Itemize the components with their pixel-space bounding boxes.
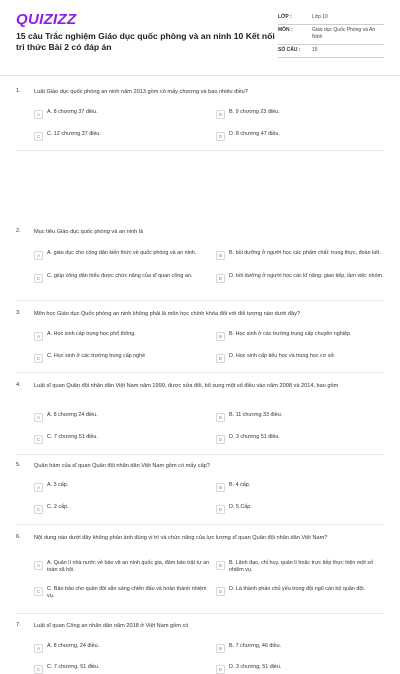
option-text: C. 12 chương 37 điều. xyxy=(47,131,101,137)
option-letter: C xyxy=(34,587,43,596)
option-text: A. Quản lí nhà nước về bảo vệ an ninh quốc gia, đảm bảo trật tự an toàn xã hội. xyxy=(47,560,210,573)
option-letter: C xyxy=(34,665,43,674)
option-text: A. giáo dục cho công dân kiến thức về quốc phòng và an ninh. xyxy=(47,250,197,256)
option-letter: B xyxy=(216,561,225,570)
question-number: 6. xyxy=(16,534,21,540)
meta-label: MÔN : xyxy=(278,27,293,33)
option-letter: A xyxy=(34,644,43,653)
question-number: 5. xyxy=(16,462,21,468)
option-c[interactable] xyxy=(34,131,194,141)
question-text: Quân hàm của sĩ quan Quân đội nhân dân Việt Nam gồm có mấy cấp? xyxy=(34,463,210,469)
option-letter: D xyxy=(216,665,225,674)
option-b[interactable] xyxy=(216,250,384,260)
option-text: C. Học sinh ở các trường trung cấp nghề xyxy=(47,353,146,359)
option-c[interactable] xyxy=(34,586,210,600)
option-text: C. 2 cấp. xyxy=(47,504,69,510)
option-letter: C xyxy=(34,354,43,363)
option-text: C. 7 chương, 51 điều. xyxy=(47,664,100,670)
option-a[interactable] xyxy=(34,331,210,341)
option-text: B. 4 cấp. xyxy=(229,482,251,488)
option-d[interactable] xyxy=(216,273,384,283)
meta-label: LỚP : xyxy=(278,14,292,20)
option-d[interactable] xyxy=(216,353,388,363)
option-c[interactable] xyxy=(34,434,194,444)
option-text: C. Bảo bảo cho quân đội sẵn sàng chiến đấu và hoàn thành nhiệm vụ. xyxy=(47,586,207,599)
option-c[interactable] xyxy=(34,353,210,363)
meta-value: 15 xyxy=(312,47,318,53)
option-b[interactable] xyxy=(216,331,388,341)
option-letter: D xyxy=(216,132,225,141)
option-b[interactable] xyxy=(216,643,384,653)
option-a[interactable] xyxy=(34,412,194,422)
meta-row-question-count xyxy=(278,45,384,58)
option-letter: B xyxy=(216,110,225,119)
option-text: B. bồi dưỡng ở người học các phẩm chất: trung thực, đoàn kết. xyxy=(229,250,381,256)
option-b[interactable] xyxy=(216,482,384,492)
worksheet-title: 15 câu Trắc nghiệm Giáo dục quốc phòng và an ninh 10 Kết nối tri thức Bài 2 có đáp án xyxy=(16,31,275,52)
meta-label: SỐ CÂU : xyxy=(278,47,301,53)
meta-row-class xyxy=(278,12,384,25)
option-d[interactable] xyxy=(216,586,384,596)
option-letter: B xyxy=(216,644,225,653)
option-text: B. Học sinh ở các trường trung cấp chuyên nghiệp. xyxy=(229,331,352,337)
option-letter: B xyxy=(216,332,225,341)
option-letter: B xyxy=(216,483,225,492)
option-d[interactable] xyxy=(216,131,384,141)
option-letter: A xyxy=(34,251,43,260)
option-b[interactable] xyxy=(216,109,384,119)
option-text: D. 3 chương, 51 điều. xyxy=(229,664,282,670)
option-text: C. 7 chương 51 điều. xyxy=(47,434,98,440)
option-text: C. giúp công dân hiểu được chức năng của sĩ quan công an. xyxy=(47,273,193,279)
option-letter: D xyxy=(216,354,225,363)
question-number: 3. xyxy=(16,310,21,316)
option-a[interactable] xyxy=(34,560,210,574)
option-text: B. 11 chương 33 điều. xyxy=(229,412,283,418)
option-text: B. 7 chương, 46 điều. xyxy=(229,643,282,649)
question-divider xyxy=(16,150,384,151)
worksheet-meta xyxy=(278,12,384,58)
option-letter: B xyxy=(216,251,225,260)
question-divider xyxy=(16,300,384,301)
question-text: Luật Giáo dục quốc phòng an ninh năm 2013 gồm có mấy chương và bao nhiêu điều? xyxy=(34,89,248,95)
option-text: D. bồi dưỡng ở người học các kĩ năng: giao tiếp, làm việc nhóm. xyxy=(229,273,384,279)
question-text: Luật sĩ quan Quân đội nhân dân Việt Nam năm 1999, được sửa đổi, bổ sung một số điều vào năm 2008 và 2014, bao gồm xyxy=(34,383,339,389)
option-letter: A xyxy=(34,110,43,119)
option-letter: B xyxy=(216,413,225,422)
option-text: D. 8 chương 47 điều. xyxy=(229,131,280,137)
option-text: A. 8 chương, 24 điều. xyxy=(47,643,100,649)
question-number: 1. xyxy=(16,88,21,94)
header-divider xyxy=(0,75,400,76)
question-text: Môn học Giáo dục Quốc phòng an ninh không phải là môn học chính khóa đối với đối tượng nào dưới đây? xyxy=(34,311,301,317)
option-d[interactable] xyxy=(216,434,384,444)
option-letter: D xyxy=(216,435,225,444)
option-letter: D xyxy=(216,505,225,514)
option-d[interactable] xyxy=(216,504,384,514)
option-text: A. 3 cấp. xyxy=(47,482,69,488)
option-letter: C xyxy=(34,435,43,444)
option-text: D. 5 Cấp. xyxy=(229,504,252,510)
option-letter: D xyxy=(216,274,225,283)
option-a[interactable] xyxy=(34,250,210,260)
question-divider xyxy=(16,524,384,525)
option-text: B. Lãnh đạo, chỉ huy, quản lí hoặc trực tiếp thực hiện một số nhiệm vụ. xyxy=(229,560,374,573)
option-letter: A xyxy=(34,332,43,341)
option-b[interactable] xyxy=(216,412,384,422)
option-a[interactable] xyxy=(34,482,194,492)
question-text: Nội dung nào dưới đây không phản ánh đúng vị trí và chức năng của lực lượng sĩ quan Quân đội nhân dân Việt Nam? xyxy=(34,535,328,541)
option-text: A. 8 chương 37 điều. xyxy=(47,109,98,115)
question-list xyxy=(0,88,400,672)
option-text: D. Là thành phần chủ yếu trong đội ngũ cán bộ quân đội. xyxy=(229,586,366,592)
option-a[interactable] xyxy=(34,643,194,653)
question-divider xyxy=(16,613,384,614)
option-text: A. Học sinh cấp trung học phổ thông. xyxy=(47,331,136,337)
option-a[interactable] xyxy=(34,109,194,119)
question-number: 2. xyxy=(16,228,21,234)
question-divider xyxy=(16,454,384,455)
option-letter: C xyxy=(34,505,43,514)
question-number: 7. xyxy=(16,622,21,628)
option-text: A. 8 chương 24 điều. xyxy=(47,412,98,418)
option-text: B. 9 chương 23 điều. xyxy=(229,109,280,115)
option-letter: A xyxy=(34,561,43,570)
meta-value: Giáo dục Quốc Phòng và An Ninh xyxy=(312,27,376,40)
meta-row-subject xyxy=(278,25,384,45)
option-b[interactable] xyxy=(216,560,384,574)
option-text: D. Học sinh cấp tiểu học và trung học cơ sở. xyxy=(229,353,336,359)
question-divider xyxy=(16,372,384,373)
meta-value: Lớp 10 xyxy=(312,14,328,20)
question-text: Mục tiêu Giáo dục quốc phòng và an ninh là xyxy=(34,229,144,235)
option-letter: A xyxy=(34,413,43,422)
option-d[interactable] xyxy=(216,664,384,674)
option-letter: C xyxy=(34,132,43,141)
question-text: Luật sĩ quan Công an nhân dân năm 2018 ở Việt Nam gồm có xyxy=(34,623,189,629)
question-number: 4. xyxy=(16,382,21,388)
option-c[interactable] xyxy=(34,664,194,674)
option-letter: A xyxy=(34,483,43,492)
option-letter: D xyxy=(216,587,225,596)
option-c[interactable] xyxy=(34,504,194,514)
quizizz-logo: QUIZIZZ xyxy=(16,11,77,28)
option-text: D. 3 chương 51 điều. xyxy=(229,434,280,440)
option-c[interactable] xyxy=(34,273,210,283)
question-1 xyxy=(0,88,400,160)
option-letter: C xyxy=(34,274,43,283)
